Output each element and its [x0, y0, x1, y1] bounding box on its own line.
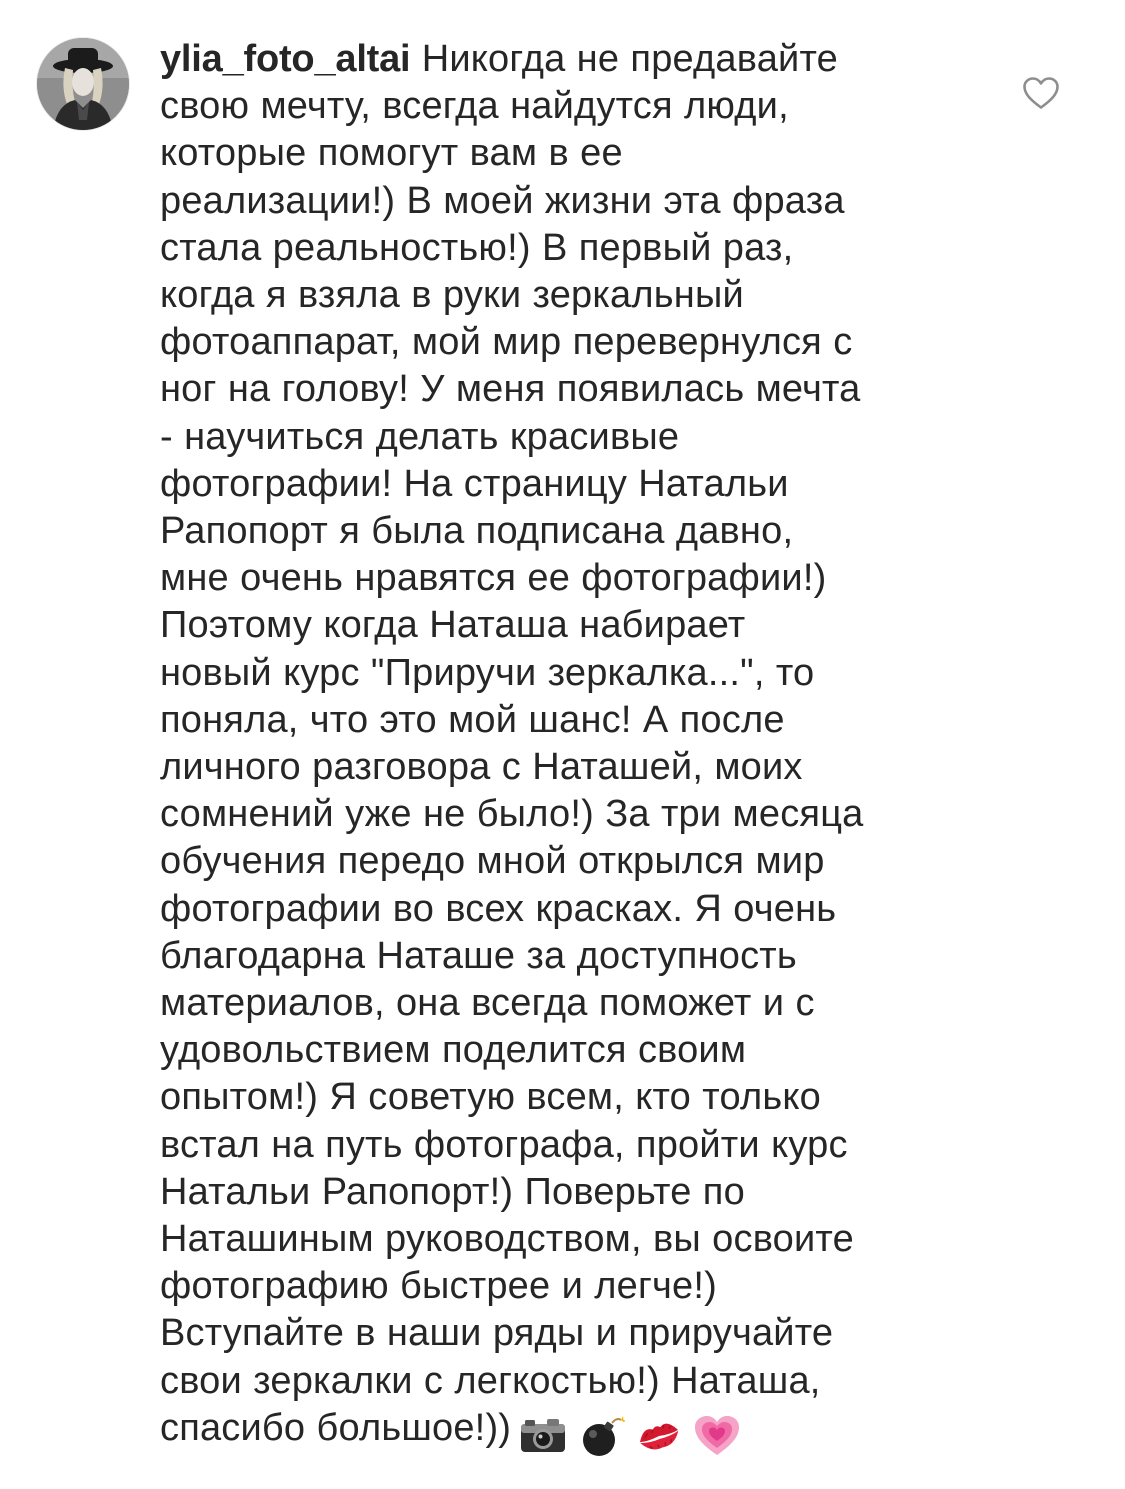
comment-line: реализации!) В моей жизни эта фраза — [160, 179, 845, 222]
growing-heart-emoji-icon — [693, 1414, 741, 1458]
kiss-mark-emoji-icon — [635, 1414, 683, 1458]
comment-line: опытом!) Я советую всем, кто только — [160, 1076, 821, 1119]
comment-line: фотоаппарат, мой мир перевернулся с — [160, 321, 853, 364]
comment-line: благодарна Наташе за доступность — [160, 934, 797, 977]
emoji-row — [519, 1411, 751, 1458]
comment-username[interactable]: ylia_foto_altai — [160, 38, 411, 80]
comment-line: Вступайте в наши ряды и приручайте — [160, 1312, 834, 1355]
comment-text-fragment: спасибо большое!)) — [160, 1406, 512, 1449]
heart-outline-icon — [1022, 76, 1060, 110]
comment-line: личного разговора с Наташей, моих — [160, 746, 803, 789]
comment-line — [160, 1405, 970, 1458]
comment-line: когда я взяла в руки зеркальный — [160, 274, 744, 317]
comment-text-fragment: Никогда не предавайте — [421, 38, 838, 80]
avatar-user-photo-icon — [37, 38, 129, 130]
comment-line: материалов, она всегда поможет и с — [160, 982, 815, 1025]
comment-line: Наташиным руководством, вы освоите — [160, 1218, 854, 1261]
comment-line: Поэтому когда Наташа набирает — [160, 604, 746, 647]
comment-line: Натальи Рапопорт!) Поверьте по — [160, 1170, 745, 1213]
comment-line: Рапопорт я была подписана давно, — [160, 510, 794, 553]
comment-line: фотографии! На страницу Натальи — [160, 462, 789, 505]
comment-line: фотографию быстрее и легче!) — [160, 1265, 717, 1308]
comment-line: обучения передо мной открылся мир — [160, 840, 825, 883]
comment-line — [160, 36, 970, 83]
avatar[interactable] — [37, 38, 129, 130]
comment-line: которые помогут вам в ее — [160, 132, 623, 175]
comment-line: фотографии во всех красках. Я очень — [160, 887, 837, 930]
comment-line: стала реальностью!) В первый раз, — [160, 226, 794, 269]
comment-line: сомнений уже не было!) За три месяца — [160, 793, 864, 836]
comment-text — [160, 36, 970, 1458]
comment-line: удовольствием поделится своим — [160, 1029, 747, 1072]
like-button[interactable] — [1022, 76, 1060, 110]
comment-line: поняла, что это мой шанс! А после — [160, 698, 785, 741]
comment-line: мне очень нравятся ее фотографии!) — [160, 557, 827, 600]
comment-line: ног на голову! У меня появилась мечта — [160, 368, 861, 411]
comment-line: встал на путь фотографа, пройти курс — [160, 1123, 848, 1166]
bomb-emoji-icon — [577, 1414, 625, 1458]
camera-emoji-icon — [519, 1414, 567, 1458]
comment-line: - научиться делать красивые — [160, 415, 680, 458]
comment-line: свои зеркалки с легкостью!) Наташа, — [160, 1359, 821, 1402]
comment-line: новый курс "Приручи зеркалка...", то — [160, 651, 815, 694]
comment-line: свою мечту, всегда найдутся люди, — [160, 85, 789, 128]
